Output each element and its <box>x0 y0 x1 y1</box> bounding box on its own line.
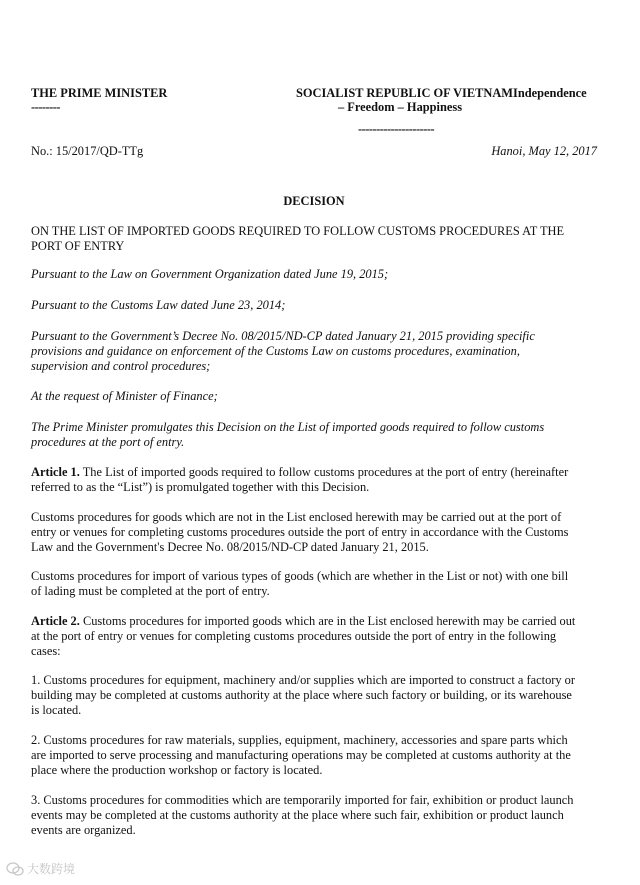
pursuant-decree-line: provisions and guidance on enforcement of the Customs Law on customs procedures, examination, <box>31 344 520 358</box>
republic-rule: --------------------- <box>358 122 435 136</box>
case-item-line: 1. Customs procedures for equipment, machinery and/or supplies which are imported to construct a factory or <box>31 673 576 687</box>
pursuant-decree <box>31 329 597 374</box>
issuer-title: THE PRIME MINISTER <box>31 86 168 100</box>
watermark <box>6 860 75 878</box>
case-item-line: 2. Customs procedures for raw materials, supplies, equipment, machinery, accessories and spare parts which <box>31 733 568 747</box>
pursuant-law-gov-org: Pursuant to the Law on Government Organization dated June 19, 2015; <box>31 267 389 281</box>
case-item-line: events are organized. <box>31 823 136 837</box>
case-item-line: building may be completed at customs authority at the place where such factory or building, or its warehouse <box>31 688 572 702</box>
case-item-3 <box>31 793 597 838</box>
article-2-text: Customs procedures for imported goods which are in the List enclosed herewith may be carried out <box>79 614 576 628</box>
republic-title: SOCIALIST REPUBLIC OF VIETNAMIndependence <box>296 86 587 100</box>
subject-line: PORT OF ENTRY <box>31 239 125 253</box>
article-2-line <box>31 614 597 629</box>
document-type-title: DECISION <box>283 194 345 208</box>
promulgation-statement <box>31 420 597 450</box>
subject-line: ON THE LIST OF IMPORTED GOODS REQUIRED TO FOLLOW CUSTOMS PROCEDURES AT THE <box>31 224 565 238</box>
paragraph-line: Customs procedures for import of various types of goods (which are whether in the List or not) with one bill <box>31 569 569 583</box>
pursuant-decree-line: supervision and control procedures; <box>31 359 211 373</box>
case-item-line: place where the production workshop or factory is located. <box>31 763 323 777</box>
case-item-2 <box>31 733 597 778</box>
article-2 <box>31 614 597 659</box>
pursuant-decree-line: Pursuant to the Government’s Decree No. 08/2015/ND-CP dated January 21, 2015 providing specific <box>31 329 535 343</box>
case-item-line: are imported to serve processing and manufacturing operations may be completed at customs authority at the <box>31 748 571 762</box>
wechat-logo-icon <box>6 862 24 876</box>
case-item-line: 3. Customs procedures for commodities which are temporarily imported for fair, exhibition or product launch <box>31 793 574 807</box>
document-subject <box>31 224 597 254</box>
place-date: Hanoi, May 12, 2017 <box>491 144 597 158</box>
article-2-line: cases: <box>31 644 61 658</box>
paragraph-bill-of-lading <box>31 569 597 599</box>
document-number: No.: 15/2017/QD-TTg <box>31 144 144 158</box>
motto: – Freedom – Happiness <box>338 100 463 114</box>
paragraph-line: entry or venues for completing customs procedures outside the port of entry in accordance with the Customs <box>31 525 569 539</box>
paragraph-line: Law and the Government's Decree No. 08/2015/ND-CP dated January 21, 2015. <box>31 540 429 554</box>
paragraph-line: Customs procedures for goods which are not in the List enclosed herewith may be carried out at the port of <box>31 510 562 524</box>
article-2-line: at the port of entry or venues for completing customs procedures outside the port of entry in the following <box>31 629 557 643</box>
paragraph-line: of lading must be completed at the port of entry. <box>31 584 270 598</box>
request-line: At the request of Minister of Finance; <box>31 389 218 403</box>
watermark-text: 大数跨境 <box>27 861 76 876</box>
case-item-line: is located. <box>31 703 82 717</box>
article-1 <box>31 465 597 495</box>
article-1-line <box>31 465 597 480</box>
paragraph-goods-not-in-list <box>31 510 597 555</box>
pursuant-customs-law: Pursuant to the Customs Law dated June 23, 2014; <box>31 298 286 312</box>
article-1-text: The List of imported goods required to follow customs procedures at the port of entry (hereinafter <box>79 465 569 479</box>
article-1-label: Article 1. <box>31 465 80 479</box>
case-item-1 <box>31 673 597 718</box>
promulgation-line: The Prime Minister promulgates this Decision on the List of imported goods required to follow customs <box>31 420 545 434</box>
article-2-label: Article 2. <box>31 614 80 628</box>
promulgation-line: procedures at the port of entry. <box>31 435 185 449</box>
case-item-line: events may be completed at the customs authority at the place where such fair, exhibition or product launch <box>31 808 564 822</box>
article-1-line: referred to as the “List”) is promulgated together with this Decision. <box>31 480 370 494</box>
issuer-rule: -------- <box>31 100 61 114</box>
